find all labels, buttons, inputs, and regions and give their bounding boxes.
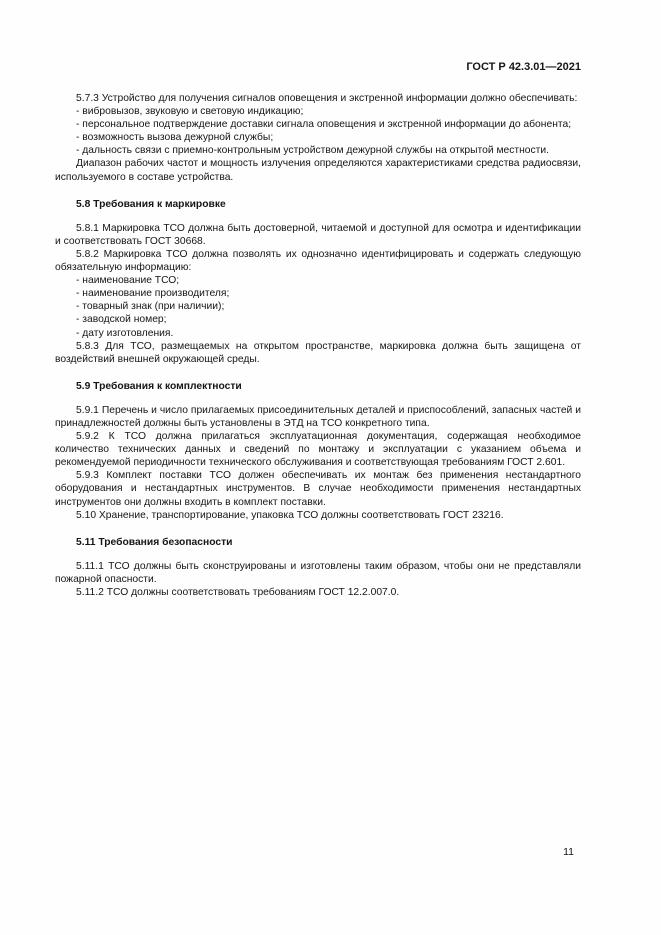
list-item: - вибровызов, звуковую и световую индикацию;: [76, 106, 304, 118]
list-item: - заводской номер;: [76, 314, 167, 326]
paragraph: 5.10 Хранение, транспортирование, упаковка ТСО должны соответствовать ГОСТ 23216.: [76, 509, 504, 521]
paragraph: 5.9.3 Комплект поставки ТСО должен обеспечивать их монтаж без применения нестандартного оборудования и нестандартных инструментов. В случае необходимости применения нестандартных инструментов они должны входить в комплект поставки.: [55, 470, 581, 508]
paragraph: 5.11.1 ТСО должны быть сконструированы и изготовлены таким образом, чтобы они не представляли пожарной опасности.: [55, 560, 581, 585]
paragraph: 5.11.2 ТСО должны соответствовать требованиям ГОСТ 12.2.007.0.: [76, 587, 400, 598]
paragraph: 5.9.1 Перечень и число прилагаемых присоединительных деталей и приспособлений, запасных частей и принадлежностей должны быть установлены в ЭТД на ТСО конкретного типа.: [55, 404, 581, 429]
list-item: - наименование ТСО;: [76, 275, 180, 287]
list-item: - дальность связи с приемно-контрольным устройством дежурной службы на открытой местности.: [76, 145, 550, 157]
list-item: - персональное подтверждение доставки сигнала оповещения и экстренной информации до абонента;: [76, 119, 572, 131]
section-heading: 5.8 Требования к маркировке: [76, 198, 226, 210]
section-heading: 5.11 Требования безопасности: [76, 536, 233, 548]
paragraph: 5.8.1 Маркировка ТСО должна быть достоверной, читаемой и доступной для осмотра и идентификации и соответствовать ГОСТ 30668.: [55, 222, 581, 247]
paragraph: 5.9.2 К ТСО должна прилагаться эксплуатационная документация, содержащая необходимое количество технических данных и сведений по монтажу и эксплуатации с указанием объема и рекомендуемой периодичности технического обслуживания и соответствующая требованиям ГОСТ 2.601.: [55, 431, 581, 469]
page-number: 11: [563, 846, 574, 858]
paragraph: 5.8.2 Маркировка ТСО должна позволять их однозначно идентифицировать и содержать следующую обязательную информацию:: [55, 248, 581, 274]
list-item: - наименование производителя;: [76, 288, 230, 300]
list-item: - дату изготовления.: [76, 327, 174, 339]
paragraph: 5.8.3 Для ТСО, размещаемых на открытом пространстве, маркировка должна быть защищена от воздействий внешней окружающей среды.: [55, 340, 581, 365]
paragraph: Диапазон рабочих частот и мощность излучения определяются характеристиками средства радиосвязи, используемого в составе устройства.: [55, 158, 581, 183]
standard-designation: ГОСТ Р 42.3.01—2021: [466, 61, 581, 73]
list-item: - возможность вызова дежурной службы;: [76, 132, 274, 144]
section-heading: 5.9 Требования к комплектности: [76, 380, 242, 392]
list-item: - товарный знак (при наличии);: [76, 301, 225, 313]
body-text: [55, 92, 581, 599]
paragraph: 5.7.3 Устройство для получения сигналов оповещения и экстренной информации должно обеспечивать:: [76, 93, 578, 104]
